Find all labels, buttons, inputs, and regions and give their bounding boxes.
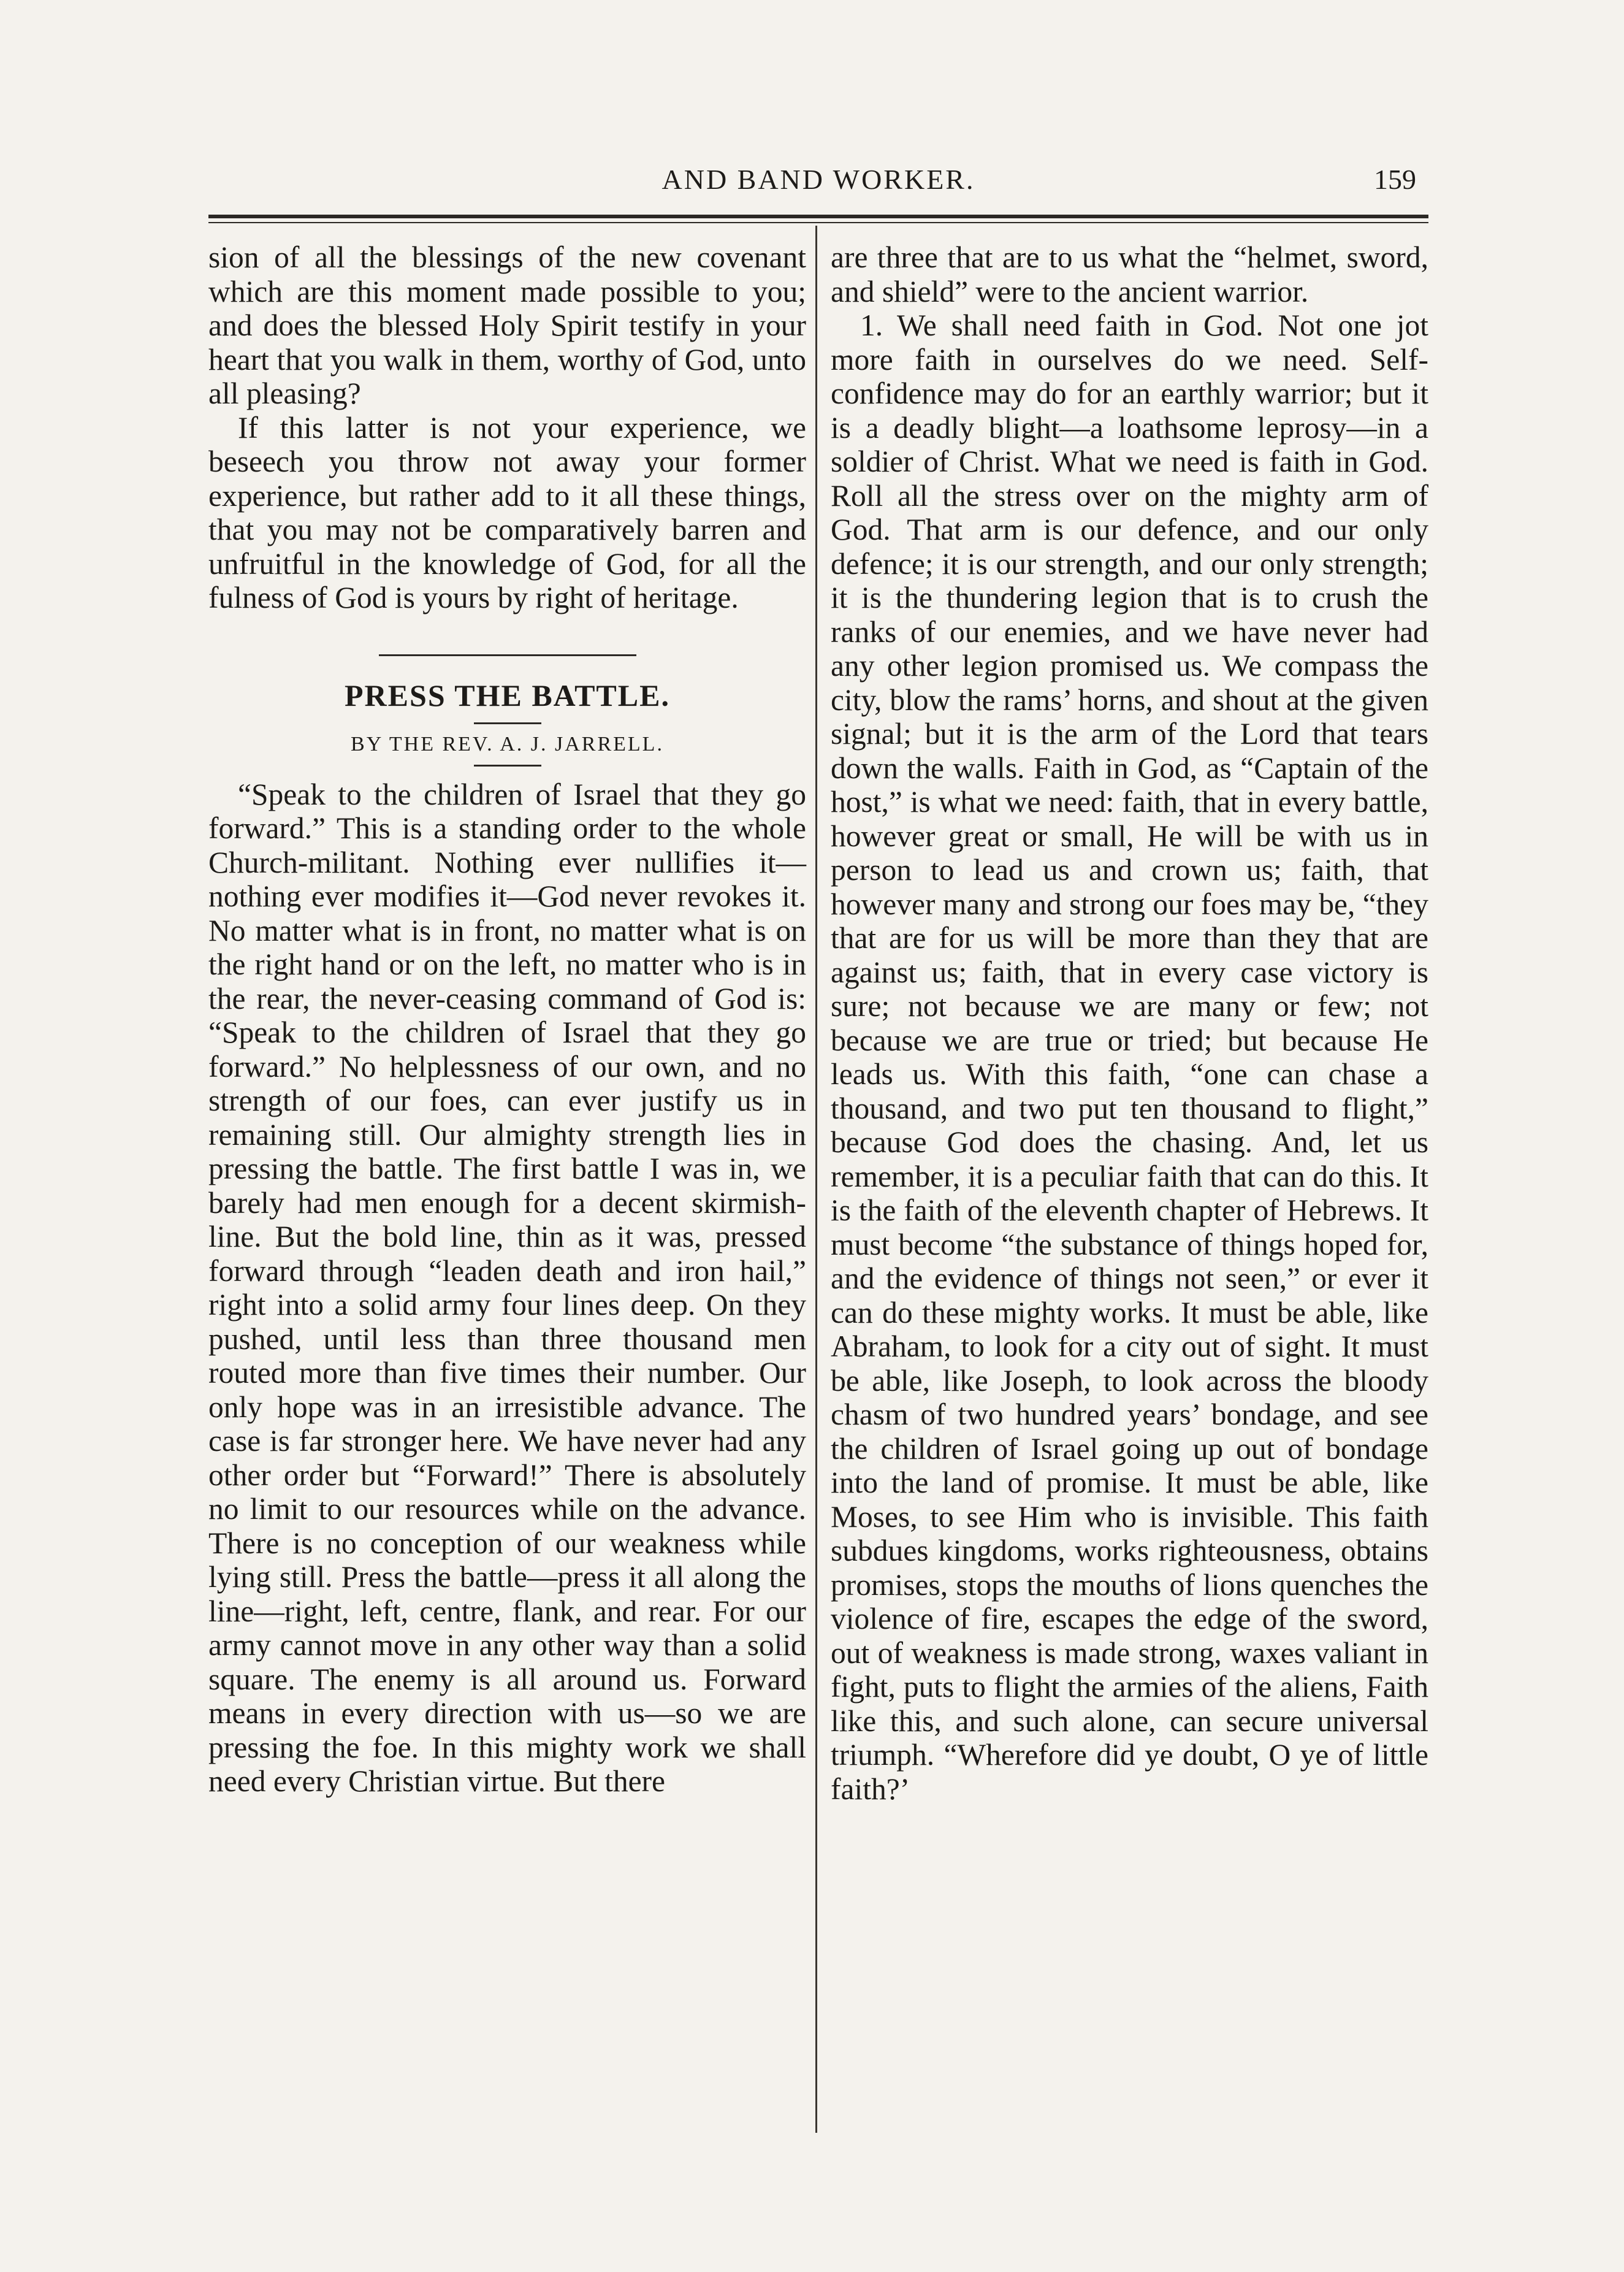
page-header	[208, 163, 1428, 206]
column-divider	[815, 226, 817, 2133]
paragraph: If this latter is not your experience, we beseech you throw not away your former experience, but rather add to it all these things, that you may not be comparatively barren and unfruitful in the knowledge of God, for all the fulness of God is yours by right of heritage.	[208, 410, 806, 614]
byline-rule	[474, 765, 541, 767]
page-number: 159	[1374, 164, 1416, 195]
title-rule	[474, 722, 541, 724]
left-column	[208, 240, 806, 1799]
article-title: PRESS THE BATTLE.	[345, 678, 670, 713]
continued-paragraph: are three that are to us what the “helmet, sword, and shield” were to the ancient warrior.	[831, 240, 1428, 308]
section-separator	[379, 654, 636, 656]
running-title: AND BAND WORKER.	[661, 164, 975, 195]
right-column	[831, 240, 1428, 1806]
header-rule-thick	[208, 215, 1428, 218]
continued-paragraph: sion of all the blessings of the new covenant which are this moment made possible to you; and does the blessed Holy Spirit testify in your heart that you walk in them, worthy of God, unto all pleasing?	[208, 240, 806, 410]
paragraph: 1. We shall need faith in God. Not one jot more faith in ourselves do we need. Self-confidence may do for an earthly warrior; but it is a deadly blight—a loathsome leprosy—in a soldier of Christ. What we need is faith in God. Roll all the stress over on the mighty arm of God. That arm is our defence, and our only defence; it is our strength, and our only strength; it is the thundering legion that is to crush the ranks of our enemies, and we have never had any other legion promised us. We compass the city, blow the rams’ horns, and shout at the given signal; but it is the arm of the Lord that tears down the walls. Faith in God, as “Captain of the host,” is what we need: faith, that in every battle, however great or small, He will be with us in person to lead us and crown us; faith, that however many and strong our foes may be, “they that are for us will be more than they that are against us; faith, that in every case victory is sure; not because we are many or few; not because we are true or tried; but because He leads us. With this faith, “one can chase a thousand, and two put ten thousand to flight,” because God does the chasing. And, let us remember, it is a peculiar faith that can do this. It is the faith of the eleventh chapter of Hebrews. It must become “the substance of things hoped for, and the evidence of things not seen,” or ever it can do these mighty works. It must be able, like Abraham, to look for a city out of sight. It must be able, like Joseph, to look across the bloody chasm of two hundred years’ bondage, and see the children of Israel going up out of bondage into the land of promise. It must be able, like Moses, to see Him who is invisible. This faith subdues kingdoms, works righteousness, obtains promises, stops the mouths of lions quenches the violence of fire, escapes the edge of the sword, out of weakness is made strong, waxes valiant in fight, puts to flight the armies of the aliens, Faith like this, and such alone, can secure universal triumph. “Wherefore did ye doubt, O ye of little faith?’	[831, 308, 1428, 1806]
article-paragraph: “Speak to the children of Israel that they go forward.” This is a standing order to the whole Church-militant. Nothing ever nullifies it—nothing ever modifies it—God never revokes it. No matter what is in front, no matter what is on the right hand or on the left, no matter who is in the rear, the never-ceasing command of God is: “Speak to the children of Israel that they go forward.” No helplessness of our own, and no strength of our foes, can ever justify us in remaining still. Our almighty strength lies in pressing the battle. The first battle I was in, we barely had men enough for a decent skirmish-line. But the bold line, thin as it was, pressed forward through “leaden death and iron hail,” right into a solid army four lines deep. On they pushed, until less than three thousand men routed more than five times their number. Our only hope was in an irresistible advance. The case is far stronger here. We have never had any other order but “Forward!” There is absolutely no limit to our resources while on the advance. There is no conception of our weakness while lying still. Press the battle—press it all along the line—right, left, centre, flank, and rear. For our army cannot move in any other way than a solid square. The enemy is all around us. Forward means in every direction with us—so we are pressing the foe. In this mighty work we shall need every Christian virtue. But there	[208, 777, 806, 1798]
header-rule-thin	[208, 222, 1428, 223]
article-byline: BY THE REV. A. J. JARRELL.	[351, 732, 664, 755]
